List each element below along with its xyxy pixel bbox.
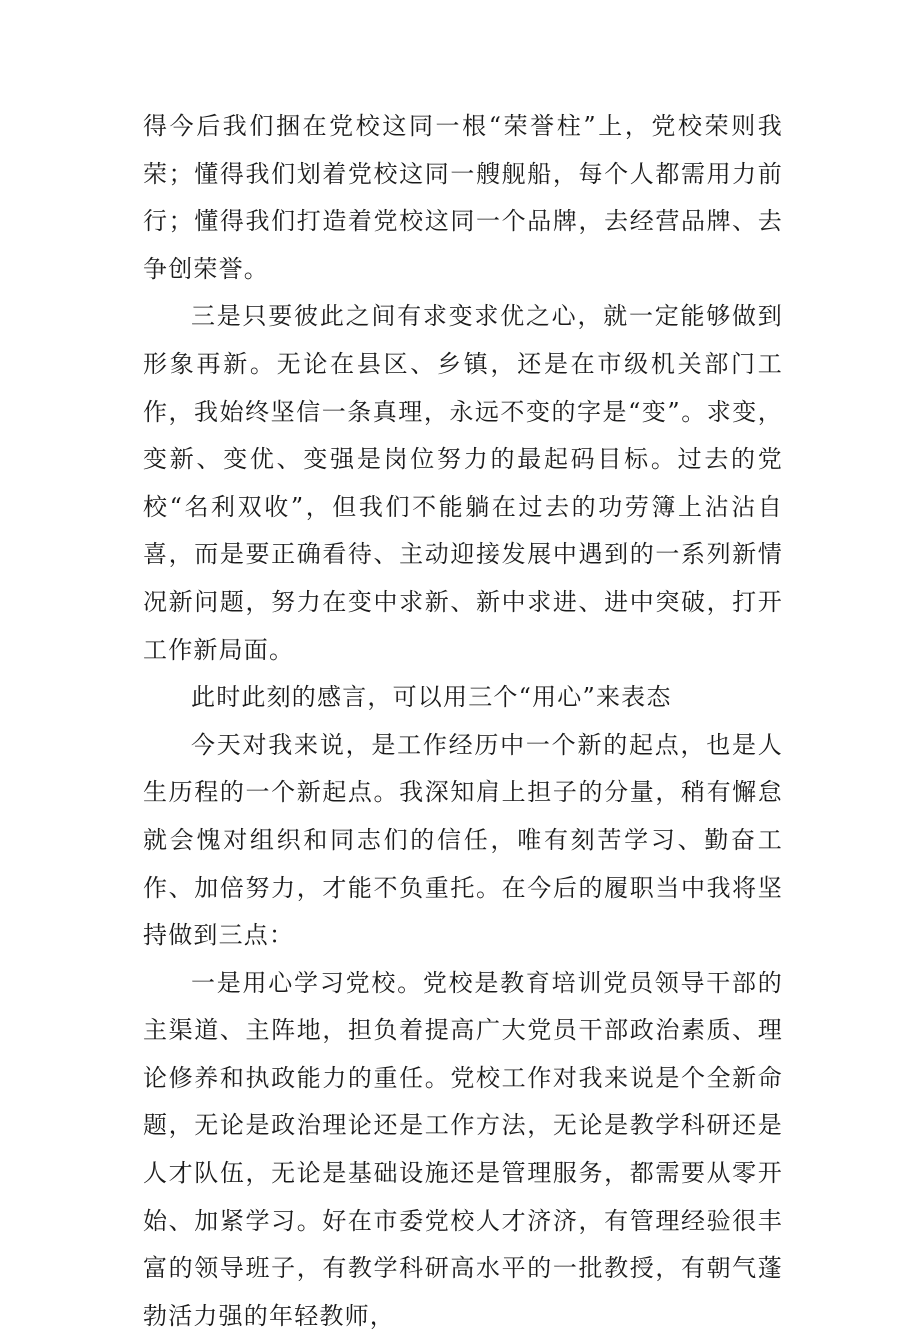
paragraph-continued: 得今后我们捆在党校这同一根“荣誉柱”上，党校荣则我荣；懂得我们划着党校这同一艘舰船，每个人都需用力前行；懂得我们打造着党校这同一个品牌，去经营品牌、去争创荣誉。 [143,112,783,283]
paragraph-point-one: 一是用心学习党校。党校是教育培训党员领导干部的主渠道、主阵地，担负着提高广大党员干部政治素质、理论修养和执政能力的重任。党校工作对我来说是个全新命题，无论是政治理论还是工作方法，无论是教学科研还是人才队伍，无论是基础设施还是管理服务，都需要从零开始、加紧学习。好在市委党校人才济济，有管理经验很丰富的领导班子，有教学科研高水平的一批教授，有朝气蓬勃活力强的年轻教师， [143,968,783,1330]
paragraph-new-starting-point: 今天对我来说，是工作经历中一个新的起点，也是人生历程的一个新起点。我深知肩上担子的分量，稍有懈怠就会愧对组织和同志们的信任，唯有刻苦学习、勤奋工作、加倍努力，才能不负重托。在今后的履职当中我将坚持做到三点： [143,730,783,950]
paragraph-point-three: 三是只要彼此之间有求变求优之心，就一定能够做到形象再新。无论在县区、乡镇，还是在市级机关部门工作，我始终坚信一条真理，永远不变的字是“变”。求变，变新、变优、变强是岗位努力的最起码目标。过去的党校“名利双收”，但我们不能躺在过去的功劳簿上沾沾自喜，而是要正确看待、主动迎接发展中遇到的一系列新情况新问题，努力在变中求新、新中求进、进中突破，打开工作新局面。 [143,302,783,664]
document-body [143,103,783,1340]
paragraph-heading-three-hearts: 此时此刻的感言，可以用三个“用心”来表态 [191,683,672,712]
